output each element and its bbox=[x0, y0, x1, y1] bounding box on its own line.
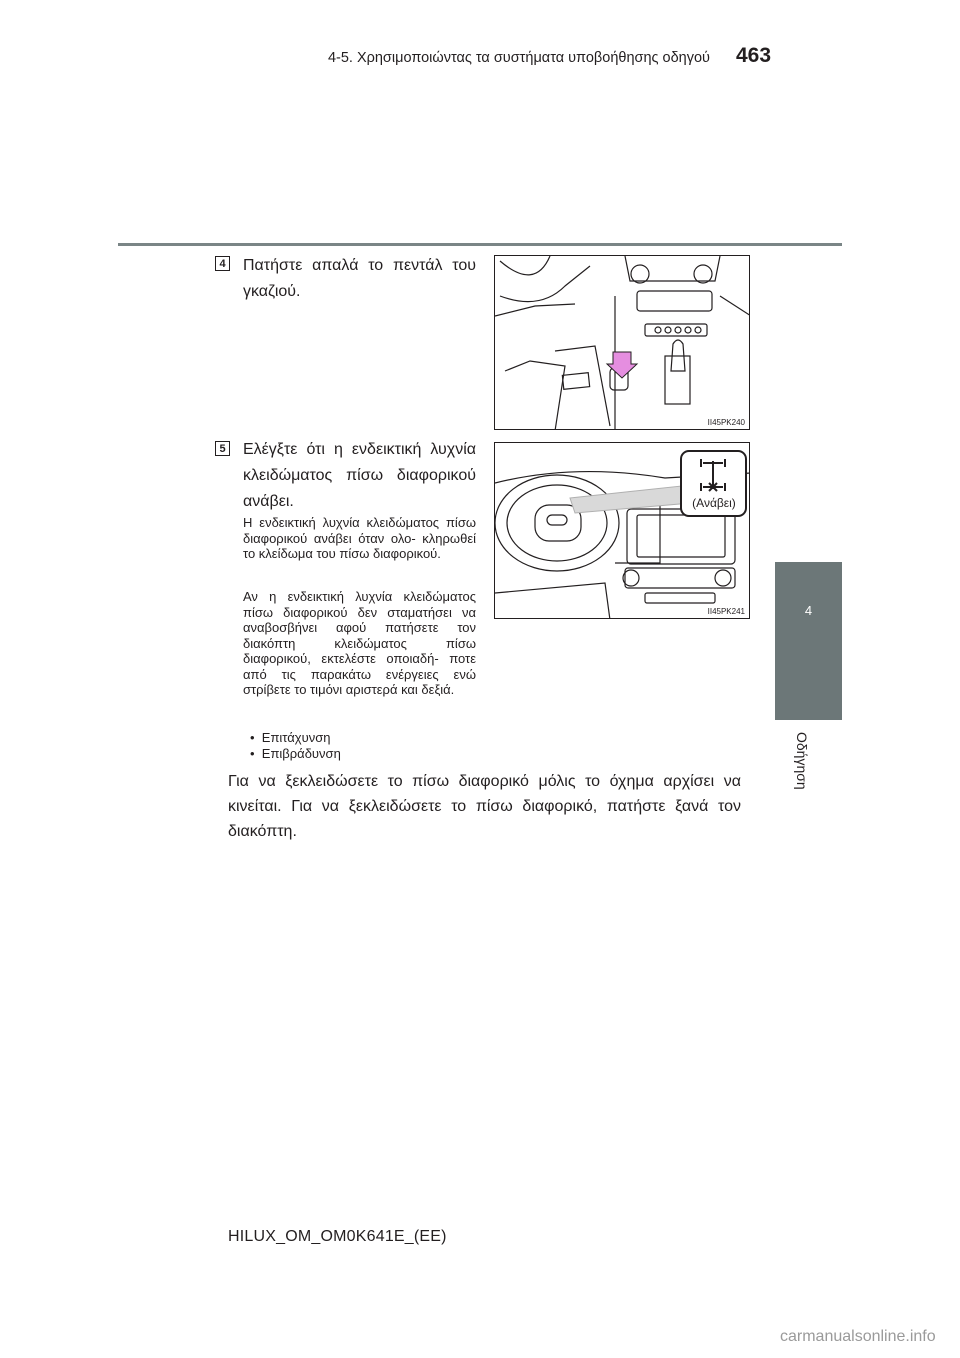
step-4-text: Πατήστε απαλά το πεντάλ του γκαζιού. bbox=[243, 257, 476, 300]
chapter-tab bbox=[775, 562, 842, 720]
closing-paragraph: Για να ξεκλειδώσετε το πίσω διαφορικό μόλις το όχημα αρχίσει να κινείται. Για να ξεκλειδώσετε το πίσω διαφορικό, πατήστε ξανά τον διακόπτη. bbox=[228, 773, 741, 840]
figure-indicator-light bbox=[494, 442, 750, 619]
dashboard-illustration bbox=[495, 443, 750, 619]
figure-gas-pedal bbox=[494, 255, 750, 430]
figure-code: II45PK241 bbox=[707, 607, 745, 616]
chapter-number: 4 bbox=[804, 603, 813, 618]
step-number-4: 4 bbox=[215, 256, 230, 271]
watermark: carmanualsonline.info bbox=[780, 1328, 936, 1345]
bullet-item: • Επιβράδυνση bbox=[250, 746, 341, 761]
page-number: 463 bbox=[736, 44, 772, 67]
section-title: 4-5. Χρησιμοποιώντας τα συστήματα υποβοήθησης οδηγού bbox=[327, 50, 710, 66]
document-footer: HILUX_OM_OM0K641E_(EE) bbox=[228, 1228, 447, 1245]
note-paragraph-2: Αν η ενδεικτική λυχνία κλειδώματος πίσω διαφορικού δεν σταματήσει να αναβοσβήνει αφού πατήσετε τον διακόπτη κλειδώματος πίσω διαφορικού, εκτελέστε οποιαδή- ποτε από τις παρακάτω ενέργειες ενώ στρίβετε το τιμόνι αριστερά και δεξιά. bbox=[243, 589, 476, 697]
step-number-5: 5 bbox=[215, 441, 230, 456]
indicator-label: (Ανάβει) bbox=[692, 496, 736, 510]
chapter-label: Οδήγηση bbox=[794, 732, 810, 790]
header-rule bbox=[118, 243, 842, 246]
bullet-item: • Επιτάχυνση bbox=[250, 730, 331, 745]
press-arrow-icon bbox=[607, 352, 637, 378]
note-paragraph-1: Η ενδεικτική λυχνία κλειδώματος πίσω διαφορικού ανάβει όταν ολο- κληρωθεί το κλείδωμα του πίσω διαφορικού. bbox=[243, 515, 476, 561]
figure-code: II45PK240 bbox=[707, 418, 745, 427]
gas-pedal-illustration bbox=[495, 256, 750, 430]
step-5-text: Ελέγξτε ότι η ενδεικτική λυχνία κλειδώματος πίσω διαφορικού ανάβει. bbox=[243, 441, 476, 510]
